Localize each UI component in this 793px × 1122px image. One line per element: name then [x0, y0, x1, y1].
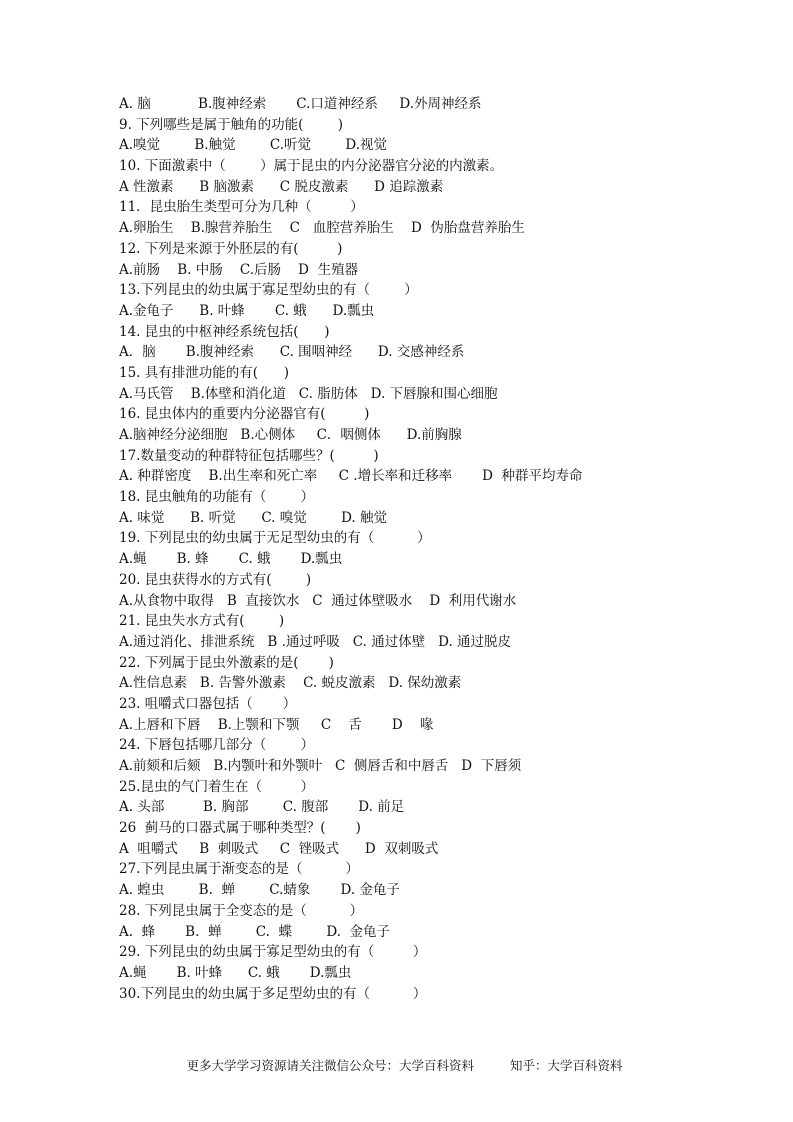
- question-line: 23. 咀嚼式口器包括（ ）: [119, 695, 297, 712]
- question-line: 21. 昆虫失水方式有( ): [119, 613, 285, 630]
- question-line: 17.数量变动的种群特征包括哪些？( ): [119, 447, 379, 464]
- option-line: A.蝇 B. 叶蜂 C. 蛾 D.瓢虫: [119, 964, 352, 981]
- option-line: A.马氏管 B.体壁和消化道 C. 脂肪体 D. 下唇腺和围心细胞: [119, 385, 498, 402]
- option-line: A.前颏和后颏 B.内颚叶和外颚叶 C 侧唇舌和中唇舌 D 下唇须: [119, 758, 522, 774]
- question-line: 20. 昆虫获得水的方式有( ): [119, 571, 312, 588]
- question-line: 25.昆虫的气门着生在（ ）: [119, 778, 315, 795]
- option-line: A 咀嚼式 B 刺吸式 C 锉吸式 D 双刺吸式: [119, 840, 439, 857]
- question-line: 30.下列昆虫的幼虫属于多足型幼虫的有（ ）: [119, 985, 427, 1002]
- question-line: 27.下列昆虫属于渐变态的是（ ）: [119, 861, 359, 878]
- option-line: A. 头部 B. 胸部 C. 腹部 D. 前足: [119, 799, 405, 816]
- option-line: A. 脑 B.腹神经索 C.口道神经系 D.外周神经系: [119, 96, 482, 112]
- option-line: A.金龟子 B. 叶蜂 C. 蛾 D.瓢虫: [119, 302, 375, 319]
- option-line: A．脑 B.腹神经索 C. 围咽神经 D. 交感神经系: [119, 344, 465, 361]
- question-line: 28. 下列昆虫属于全变态的是（ ）: [119, 902, 364, 919]
- option-line: A.上唇和下唇 B.上颚和下颚 C 舌 D 喙: [119, 716, 434, 733]
- question-line: 9. 下列哪些是属于触角的功能( ): [119, 116, 344, 133]
- option-line: A.嗅觉 B.触觉 C.听觉 D.视觉: [119, 137, 388, 154]
- option-line: A.蝇 B. 蜂 C. 蛾 D.瓢虫: [119, 551, 343, 568]
- question-list: [119, 94, 719, 1004]
- question-line: 19. 下列昆虫的幼虫属于无足型幼虫的有（ ）: [119, 530, 431, 547]
- option-line: A. 蝗虫 B. 蝉 C.蜻象 D. 金龟子: [119, 882, 400, 899]
- question-line: 14. 昆虫的中枢神经系统包括( ): [119, 323, 330, 340]
- question-line: 29. 下列昆虫的幼虫属于寡足型幼虫的有（ ）: [119, 944, 427, 961]
- option-line: A.卵胎生 B.腺营养胎生 C 血腔营养胎生 D 伪胎盘营养胎生: [119, 220, 525, 237]
- question-line: 11．昆虫胎生类型可分为几种（ ）: [119, 199, 364, 216]
- option-line: A.脑神经分泌细胞 B.心侧体 C．咽侧体 D.前胸腺: [119, 427, 462, 443]
- question-line: 24. 下唇包括哪几部分（ ）: [119, 737, 315, 754]
- page-footer: [0, 1041, 793, 1089]
- footer-zhihu-text: 知乎：大学百科资料: [509, 1058, 623, 1073]
- question-line: 22. 下列属于昆虫外激素的是( ): [119, 654, 334, 671]
- option-line: A. 味觉 B. 听觉 C. 嗅觉 D. 触觉: [119, 509, 388, 526]
- footer-wechat-text: 更多大学学习资源请关注微信公众号：大学百科资料: [186, 1058, 474, 1073]
- question-line: 16. 昆虫体内的重要内分泌器官有( ): [119, 406, 370, 423]
- question-line: 10. 下面激素中（ ）属于昆虫的内分泌器官分泌的内激素。: [119, 158, 504, 175]
- option-line: A.通过消化、排泄系统 B .通过呼吸 C. 通过体壁 D. 通过脱皮: [119, 633, 512, 650]
- option-line: A 性激素 B 脑激素 C 脱皮激素 D 追踪激素: [119, 178, 444, 195]
- option-line: A.性信息素 B. 告警外激素 C. 蜕皮激素 D. 保幼激素: [119, 675, 462, 692]
- option-line: A. 蜂 B. 蝉 C. 蝶 D. 金龟子: [119, 923, 391, 940]
- question-line: 15. 具有排泄功能的有( ): [119, 364, 290, 381]
- option-line: A.前肠 B. 中肠 C.后肠 D 生殖器: [119, 261, 359, 278]
- option-line: A.从食物中取得 B 直接饮水 C 通过体壁吸水 D 利用代谢水: [119, 592, 517, 609]
- question-line: 13.下列昆虫的幼虫属于寡足型幼虫的有（ ）: [119, 282, 418, 299]
- question-line: 26 蓟马的口器式属于哪种类型？( ): [119, 820, 361, 837]
- option-line: A. 种群密度 B.出生率和死亡率 C .增长率和迁移率 D 种群平均寿命: [119, 468, 583, 485]
- question-line: 12. 下列是来源于外胚层的有( ): [119, 240, 343, 257]
- question-line: 18. 昆虫触角的功能有（ ）: [119, 489, 315, 506]
